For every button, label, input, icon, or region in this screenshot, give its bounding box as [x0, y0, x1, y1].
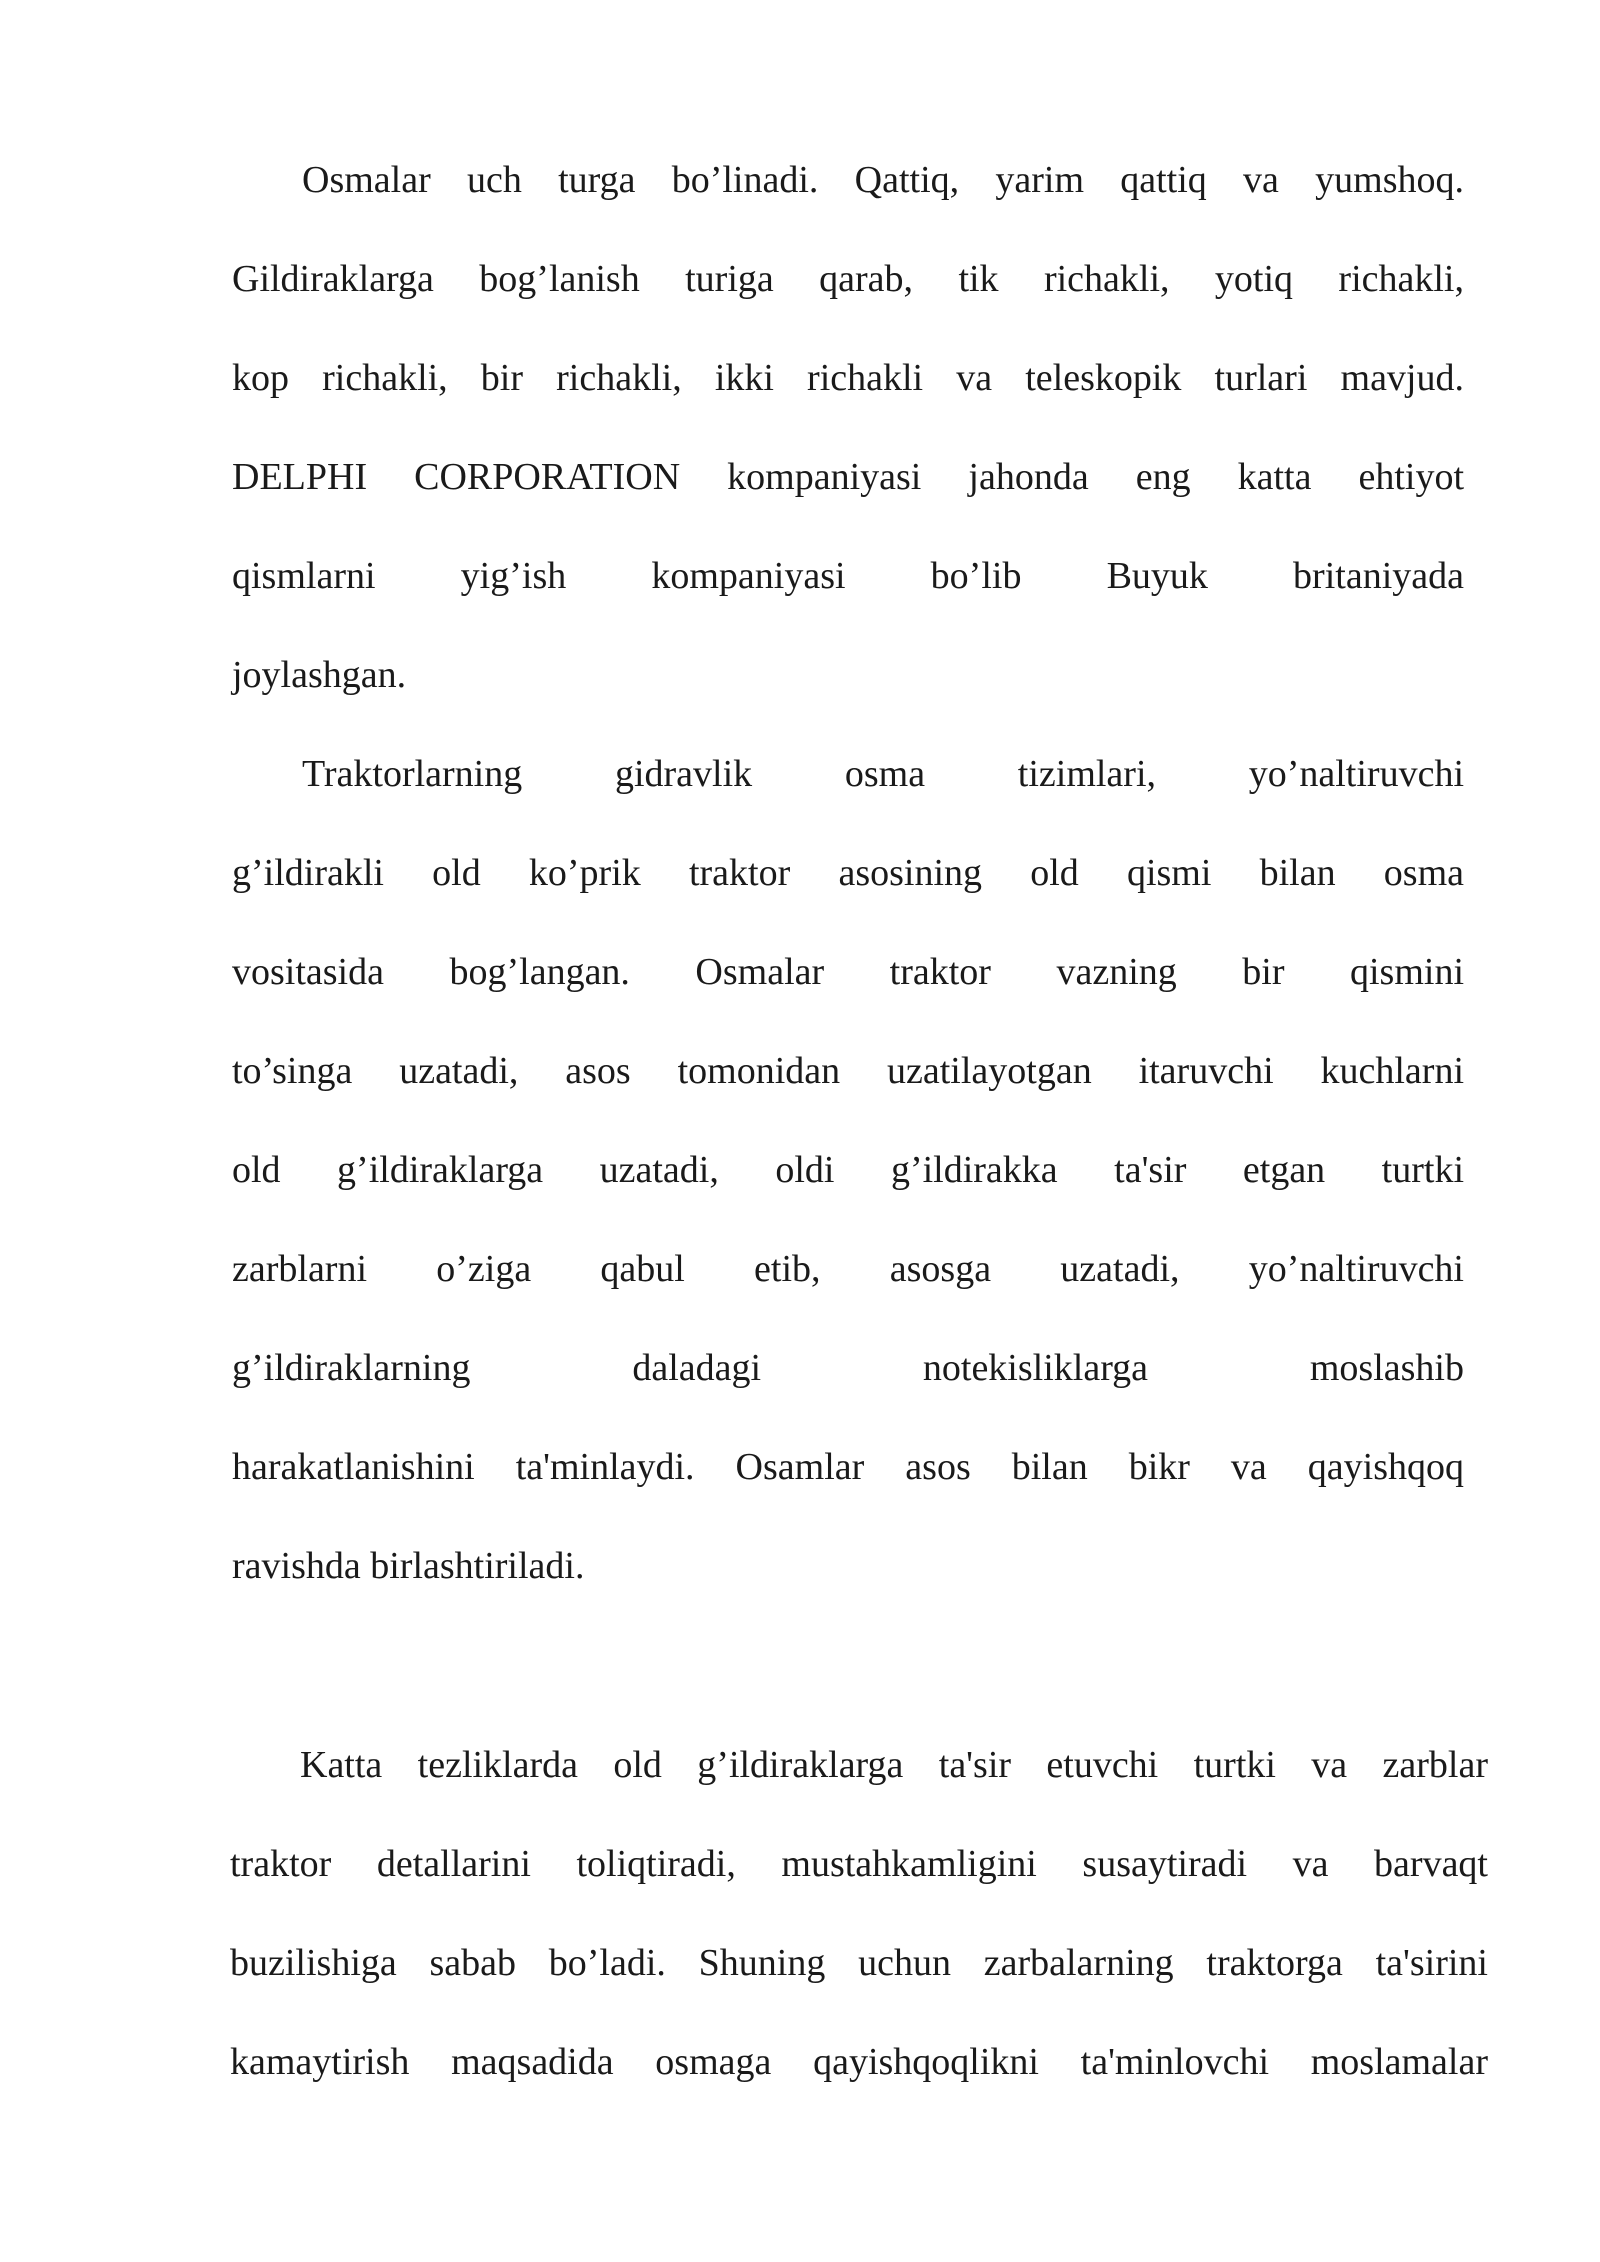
paragraph-1-line-6: joylashgan.	[232, 654, 407, 696]
paragraph-1-line-1: Osmalar uch turga bo’linadi. Qattiq, yarim qattiq va yumshoq.	[302, 159, 1464, 201]
paragraph-3-line-2: traktor detallarini toliqtiradi, mustahkamligini susaytiradi va barvaqt	[230, 1843, 1488, 1885]
paragraph-2-line-1: Traktorlarning gidravlik osma tizimlari, yo’naltiruvchi	[302, 753, 1464, 795]
paragraph-2-line-9: ravishda birlashtiriladi.	[232, 1545, 585, 1587]
paragraph-2-line-8: harakatlanishini ta'minlaydi. Osamlar asos bilan bikr va qayishqoq	[232, 1446, 1464, 1488]
paragraph-1-line-3: kop richakli, bir richakli, ikki richakli va teleskopik turlari mavjud.	[232, 357, 1464, 399]
paragraph-3-line-4: kamaytirish maqsadida osmaga qayishqoqlikni ta'minlovchi moslamalar	[230, 2041, 1488, 2083]
paragraph-1-line-5: qismlarni yig’ish kompaniyasi bo’lib Buyuk britaniyada	[232, 555, 1464, 597]
paragraph-2-line-2: g’ildirakli old ko’prik traktor asosining old qismi bilan osma	[232, 852, 1464, 894]
paragraph-2-line-7: g’ildiraklarning daladagi notekisliklarga moslashib	[232, 1347, 1464, 1389]
text-block-1	[232, 150, 1464, 1635]
paragraph-1-line-2: Gildiraklarga bog’lanish turiga qarab, tik richakli, yotiq richakli,	[232, 258, 1464, 300]
paragraph-2-line-4: to’singa uzatadi, asos tomonidan uzatilayotgan itaruvchi kuchlarni	[232, 1050, 1464, 1092]
paragraph-1-line-4: DELPHI CORPORATION kompaniyasi jahonda eng katta ehtiyot	[232, 456, 1464, 498]
paragraph-3-line-1: Katta tezliklarda old g’ildiraklarga ta'sir etuvchi turtki va zarblar	[300, 1744, 1488, 1786]
paragraph-2-line-5: old g’ildiraklarga uzatadi, oldi g’ildirakka ta'sir etgan turtki	[232, 1149, 1464, 1191]
paragraph-2-line-6: zarblarni o’ziga qabul etib, asosga uzatadi, yo’naltiruvchi	[232, 1248, 1464, 1290]
paragraph-3-line-3: buzilishiga sabab bo’ladi. Shuning uchun zarbalarning traktorga ta'sirini	[230, 1942, 1488, 1984]
text-block-2	[230, 1735, 1488, 2131]
paragraph-2-line-3: vositasida bog’langan. Osmalar traktor vazning bir qismini	[232, 951, 1464, 993]
